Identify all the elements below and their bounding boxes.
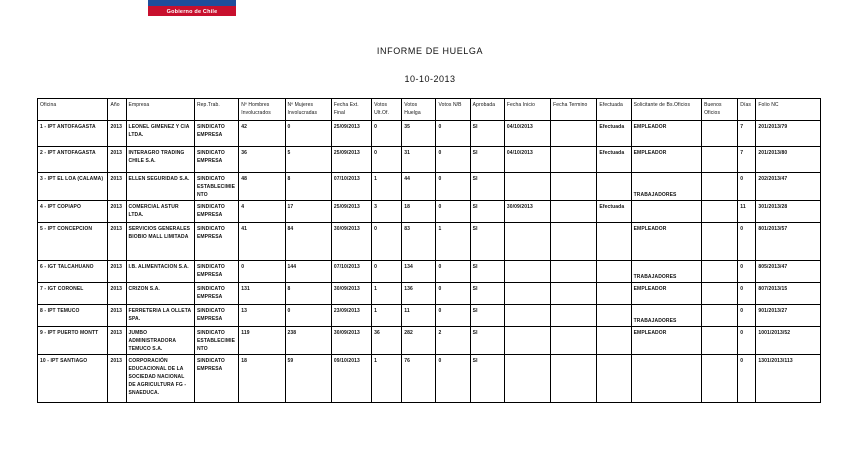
table-cell: 1: [372, 305, 402, 327]
table-cell: SI: [470, 261, 504, 283]
column-header: Nº Mujeres Involucradas: [285, 99, 331, 121]
table-header-row: [38, 99, 821, 121]
table-cell: 301/2013/28: [756, 201, 821, 223]
table-cell: 0: [372, 223, 402, 261]
table-cell: INTERAGRO TRADING CHILE S.A.: [126, 147, 194, 173]
table-cell: 282: [402, 327, 436, 355]
table-cell: SINDICATO EMPRESA: [194, 283, 238, 305]
table-cell: SI: [470, 223, 504, 261]
table-cell: 0: [436, 355, 470, 403]
table-cell: 10 - IPT SANTIAGO: [38, 355, 108, 403]
table-row: [38, 261, 821, 283]
column-header: Nº Hombres Involucrados: [239, 99, 285, 121]
table-cell: 4: [239, 201, 285, 223]
table-cell: Efectuada: [597, 201, 631, 223]
table-cell: 07/10/2013: [331, 261, 371, 283]
table-cell: 7: [738, 121, 756, 147]
table-cell: SINDICATO EMPRESA: [194, 261, 238, 283]
logo-text: Gobierno de Chile: [166, 9, 218, 15]
table-cell: 0: [738, 223, 756, 261]
table-cell: 84: [285, 223, 331, 261]
table-cell: [597, 355, 631, 403]
strike-report-table: [37, 98, 821, 403]
table-cell: 17: [285, 201, 331, 223]
table-row: [38, 201, 821, 223]
table-cell: 2013: [108, 201, 126, 223]
table-cell: [631, 201, 701, 223]
table-cell: 76: [402, 355, 436, 403]
table-cell: 0: [738, 305, 756, 327]
table-cell: EMPLEADOR: [631, 327, 701, 355]
table-cell: 36: [239, 147, 285, 173]
table-cell: [504, 355, 550, 403]
table-cell: EMPLEADOR: [631, 223, 701, 261]
table-cell: 2013: [108, 355, 126, 403]
table-cell: [597, 305, 631, 327]
table-cell: SI: [470, 201, 504, 223]
table-cell: 0: [372, 261, 402, 283]
table-cell: COMERCIAL ASTUR LTDA.: [126, 201, 194, 223]
table-cell: [631, 355, 701, 403]
table-cell: 11: [738, 201, 756, 223]
table-cell: 3 - IPT EL LOA (CALAMA): [38, 173, 108, 201]
table-cell: 83: [402, 223, 436, 261]
table-cell: [702, 201, 738, 223]
table-cell: 30/09/2013: [331, 283, 371, 305]
table-cell: 801/2013/57: [756, 223, 821, 261]
table-cell: 18: [402, 201, 436, 223]
table-cell: 202/2013/47: [756, 173, 821, 201]
table-cell: [551, 283, 597, 305]
table-row: [38, 173, 821, 201]
column-header: Efectuada: [597, 99, 631, 121]
table-cell: SINDICATO EMPRESA: [194, 147, 238, 173]
table-cell: 31: [402, 147, 436, 173]
table-cell: 35: [402, 121, 436, 147]
table-cell: 07/10/2013: [331, 173, 371, 201]
table-cell: 0: [738, 261, 756, 283]
table-cell: 0: [436, 121, 470, 147]
column-header: Fecha Ext. Final: [331, 99, 371, 121]
table-cell: 25/09/2013: [331, 147, 371, 173]
table-cell: 0: [738, 283, 756, 305]
table-cell: TRABAJADORES: [631, 173, 701, 201]
table-cell: [504, 173, 550, 201]
table-cell: SINDICATO ESTABLECIMIENTO: [194, 173, 238, 201]
table-cell: 42: [239, 121, 285, 147]
table-cell: 0: [436, 283, 470, 305]
table-cell: [702, 355, 738, 403]
table-cell: 1301/2013/113: [756, 355, 821, 403]
table-cell: [597, 173, 631, 201]
table-cell: [551, 173, 597, 201]
table-cell: ELLEN SEGURIDAD S.A.: [126, 173, 194, 201]
column-header: Votos N/B: [436, 99, 470, 121]
table-cell: 131: [239, 283, 285, 305]
table-cell: [504, 223, 550, 261]
table-cell: 0: [436, 261, 470, 283]
table-cell: [551, 355, 597, 403]
table-cell: 201/2013/80: [756, 147, 821, 173]
column-header: Fecha Termino: [551, 99, 597, 121]
table-cell: SI: [470, 327, 504, 355]
table-cell: 1001/2013/52: [756, 327, 821, 355]
table-cell: 48: [239, 173, 285, 201]
table-cell: 04/10/2013: [504, 147, 550, 173]
column-header: Empresa: [126, 99, 194, 121]
table-cell: 1: [372, 283, 402, 305]
table-cell: 2013: [108, 305, 126, 327]
table-cell: 2013: [108, 261, 126, 283]
table-cell: 1 - IPT ANTOFAGASTA: [38, 121, 108, 147]
table-cell: 3: [372, 201, 402, 223]
table-cell: 4 - IPT COPIAPO: [38, 201, 108, 223]
table-cell: [504, 305, 550, 327]
table-cell: SINDICATO EMPRESA: [194, 121, 238, 147]
government-logo: [148, 0, 236, 16]
table-cell: 901/2013/27: [756, 305, 821, 327]
table-cell: [504, 327, 550, 355]
table-cell: [551, 261, 597, 283]
table-body: [38, 121, 821, 403]
table-cell: [597, 327, 631, 355]
table-cell: 11: [402, 305, 436, 327]
table-cell: 2013: [108, 173, 126, 201]
table-cell: Efectuada: [597, 147, 631, 173]
table-row: [38, 147, 821, 173]
table-cell: [551, 201, 597, 223]
table-cell: CRIZON S.A.: [126, 283, 194, 305]
table-cell: [702, 121, 738, 147]
table-cell: 0: [436, 201, 470, 223]
table-cell: 36: [372, 327, 402, 355]
table-cell: EMPLEADOR: [631, 283, 701, 305]
table-row: [38, 305, 821, 327]
table-cell: SINDICATO ESTABLECIMIENTO: [194, 327, 238, 355]
table-cell: JUMBO ADMINISTRADORA TEMUCO S.A.: [126, 327, 194, 355]
table-cell: 59: [285, 355, 331, 403]
table-cell: 8: [285, 173, 331, 201]
table-cell: 238: [285, 327, 331, 355]
table-cell: SERVICIOS GENERALES BIOBIO MALL LIMITADA: [126, 223, 194, 261]
table-cell: 119: [239, 327, 285, 355]
column-header: Aprobada: [470, 99, 504, 121]
table-cell: I.B. ALIMENTACION S.A.: [126, 261, 194, 283]
table-cell: 30/09/2013: [331, 327, 371, 355]
table-cell: 18: [239, 355, 285, 403]
table-cell: 6 - IGT TALCAHUANO: [38, 261, 108, 283]
table-row: [38, 121, 821, 147]
table-cell: TRABAJADORES: [631, 305, 701, 327]
column-header: Año: [108, 99, 126, 121]
table-cell: [597, 283, 631, 305]
table-cell: 44: [402, 173, 436, 201]
column-header: Fecha Inicio: [504, 99, 550, 121]
table-cell: SI: [470, 121, 504, 147]
table-cell: [702, 305, 738, 327]
table-cell: 0: [738, 327, 756, 355]
table-cell: SI: [470, 305, 504, 327]
table-cell: [702, 283, 738, 305]
table-cell: 2013: [108, 223, 126, 261]
table-cell: 0: [372, 121, 402, 147]
column-header: Rep.Trab.: [194, 99, 238, 121]
table-cell: 1: [372, 355, 402, 403]
table-row: [38, 283, 821, 305]
table-cell: 7 - IGT CORONEL: [38, 283, 108, 305]
table-cell: 807/2013/15: [756, 283, 821, 305]
table-cell: 0: [372, 147, 402, 173]
table-cell: 30/09/2013: [331, 223, 371, 261]
column-header: Solicitante de Bs.Oficios: [631, 99, 701, 121]
table-row: [38, 355, 821, 403]
column-header: Buenos Oficios: [702, 99, 738, 121]
table-cell: Efectuada: [597, 121, 631, 147]
table-cell: [702, 147, 738, 173]
table-cell: 9 - IPT PUERTO MONTT: [38, 327, 108, 355]
table-cell: SI: [470, 147, 504, 173]
table-cell: 2 - IPT ANTOFAGASTA: [38, 147, 108, 173]
table-cell: SINDICATO EMPRESA: [194, 201, 238, 223]
table-cell: TRABAJADORES: [631, 261, 701, 283]
table-cell: SI: [470, 355, 504, 403]
table-cell: 2: [436, 327, 470, 355]
table-cell: 0: [436, 173, 470, 201]
table-cell: 0: [285, 305, 331, 327]
table-cell: 144: [285, 261, 331, 283]
table-cell: 2013: [108, 147, 126, 173]
table-cell: [551, 147, 597, 173]
table-cell: 04/10/2013: [504, 121, 550, 147]
table-cell: 805/2013/47: [756, 261, 821, 283]
table-cell: [702, 327, 738, 355]
table-cell: 0: [738, 173, 756, 201]
column-header: Días: [738, 99, 756, 121]
table-cell: [504, 283, 550, 305]
table-cell: 25/09/2013: [331, 121, 371, 147]
table-cell: 5 - IPT CONCEPCION: [38, 223, 108, 261]
table-cell: 23/09/2013: [331, 305, 371, 327]
table-cell: 1: [436, 223, 470, 261]
table-cell: CORPORACIÓN EDUCACIONAL DE LA SOCIEDAD NACIONAL DE AGRICULTURA FG - SNAEDUCA.: [126, 355, 194, 403]
table-cell: 30/09/2013: [504, 201, 550, 223]
table-cell: 13: [239, 305, 285, 327]
table-cell: EMPLEADOR: [631, 121, 701, 147]
table-cell: 0: [285, 121, 331, 147]
table-cell: 134: [402, 261, 436, 283]
table-cell: 7: [738, 147, 756, 173]
table-cell: 0: [738, 355, 756, 403]
table-cell: SINDICATO EMPRESA: [194, 355, 238, 403]
table-cell: 201/2013/79: [756, 121, 821, 147]
table-cell: 25/09/2013: [331, 201, 371, 223]
table-row: [38, 327, 821, 355]
table-cell: [597, 261, 631, 283]
table-cell: 41: [239, 223, 285, 261]
report-title: INFORME DE HUELGA: [376, 46, 484, 56]
logo-flag-band: [148, 0, 236, 6]
report-date: 10-10-2013: [404, 74, 456, 84]
table-cell: SI: [470, 283, 504, 305]
column-header: Votos Huelga: [402, 99, 436, 121]
table-cell: [597, 223, 631, 261]
table-cell: 1: [372, 173, 402, 201]
table-cell: SINDICATO EMPRESA: [194, 305, 238, 327]
table-cell: [702, 261, 738, 283]
column-header: Oficina: [38, 99, 108, 121]
table-cell: 0: [239, 261, 285, 283]
table-cell: [551, 327, 597, 355]
table-cell: 0: [436, 305, 470, 327]
table-cell: SINDICATO EMPRESA: [194, 223, 238, 261]
table-cell: [551, 223, 597, 261]
table-row: [38, 223, 821, 261]
table-cell: 09/10/2013: [331, 355, 371, 403]
table-cell: 8: [285, 283, 331, 305]
table-cell: [702, 173, 738, 201]
table-cell: 2013: [108, 121, 126, 147]
table-cell: [504, 261, 550, 283]
table-cell: [551, 121, 597, 147]
table-cell: 5: [285, 147, 331, 173]
table-cell: LEONEL GIMENEZ Y CIA LTDA.: [126, 121, 194, 147]
table-cell: [551, 305, 597, 327]
table-cell: 0: [436, 147, 470, 173]
table-cell: 2013: [108, 283, 126, 305]
table-cell: 2013: [108, 327, 126, 355]
column-header: Votos Ult.Of.: [372, 99, 402, 121]
table-cell: SI: [470, 173, 504, 201]
table-cell: FERRETERIA LA OLLETA SPA.: [126, 305, 194, 327]
table-cell: EMPLEADOR: [631, 147, 701, 173]
table-cell: [702, 223, 738, 261]
column-header: Folio NC: [756, 99, 821, 121]
table-cell: 8 - IPT TEMUCO: [38, 305, 108, 327]
table-cell: 136: [402, 283, 436, 305]
